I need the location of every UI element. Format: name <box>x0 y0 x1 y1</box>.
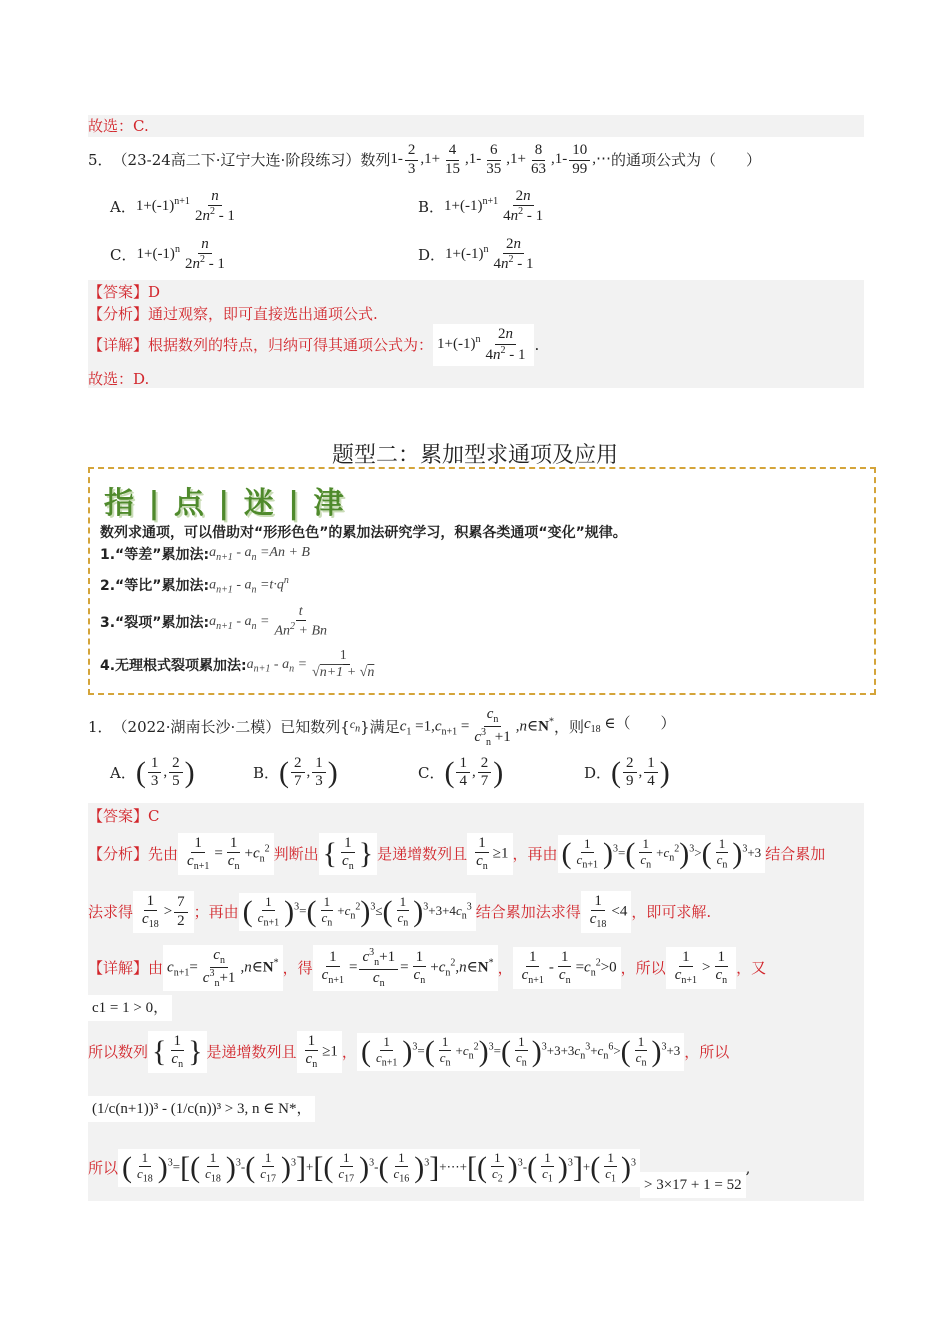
q1-detail-line3: 所以数列 { $\frac{1}{c_n}$ } 是递增数列且 $\frac{1}{c_n}$ ≥1 ， ( $\frac{1}{c_{n+1}}$ )$^3$=( $\frac{1}{c_n}$ $+c_n^2)^3=$( $\frac{1}{c_n}$ )$^3+3+3c_n^3+c_n^6>$( $\frac{1}{c_n}$ )$^3$+3 ，所以 <box>88 1024 864 1080</box>
q1-analysis-line1: 【分析】先由 $\frac{1}{c_{n+1}}$ = $\frac{1}{c_n}$ $+c_n^2$ 判断出 { $\frac{1}{c_n}$ } 是递增数列且 $\frac{1}{c_n}$ ≥1 ，再由 ( $\frac{1}{c_{n+1}}$ )$^3$=( $\frac{1}{c_n}$ $+c_n^2)^3>$( $\frac{1}{c_n}$ )$^3$+3 结合累加 <box>88 826 864 882</box>
method-3-formula: $a_{n+1} - a_n$ = $\frac{t}{An^2 + Bn}$ <box>209 604 327 639</box>
q1-analysis-line2: 法求得 $\frac{1}{c_{18}}$ > $\frac{7}{2}$ ；再由 ( $\frac{1}{c_{n+1}}$ )$^3$=( $\frac{1}{c_n}$ $+c_n^2)^3\le$( $\frac{1}{c_n}$ )$^3+3+4c_n^3$ 结合累加法求得 $\frac{1}{c_{18}}$ <4 ，即可求解. <box>88 884 864 940</box>
q1-detail-line4: (1/c(n+1))³ - (1/c(n))³ > 3, n ∈ N*， <box>88 1082 864 1136</box>
q1-option-d[interactable]: D． ( $\frac{2}{9}$ , $\frac{1}{4}$ ) <box>584 755 670 790</box>
q1-stem: 1． （2022·湖南长沙·二模）已知数列{ $c_n$ }满足 $c_1 =1,c_{n+1}$ = $\frac{c_n}{c^3_n +1}$ ,n∈N* ，则 $c_{18}$ ∈（ ） <box>88 706 676 748</box>
q5-source: （23-24高二下·辽宁大连·阶段练习）数列 <box>112 151 391 169</box>
q5-conclusion: 故选：D. <box>88 370 150 388</box>
q5-detail: 【详解】根据数列的特点，归纳可得其通项公式为： $1+(-1)^n$ $\frac{2n}{4n^2 - 1}$ . <box>88 325 864 365</box>
q1-condition: $c_1 =1,c_{n+1}$ = $\frac{c_n}{c^3_n +1}$ ,n∈N* <box>399 706 554 748</box>
method-1: 1.“等差”累加法: $a_{n+1} - a_n =An + B$ <box>100 545 310 563</box>
q5-option-a[interactable]: A． $1+(-1)^{n+1}$ $\frac{n}{2n^2 - 1}$ <box>110 188 240 226</box>
q5-sequence: 1- $\frac{2}{3}$ ,1+ $\frac{4}{15}$ ,1- $\frac{6}{35}$ ,1+ $\frac{8}{63}$ ,1- $\frac{10}{99}$ ,⋯ <box>390 142 612 177</box>
q5-option-c-formula: $1+(-1)^n$ $\frac{n}{2n^2 - 1}$ <box>136 236 225 273</box>
q5-option-c[interactable]: C． $1+(-1)^n$ $\frac{n}{2n^2 - 1}$ <box>110 236 230 274</box>
tip-intro: 数列求通项，可以借助对“形形色色”的累加法研究学习，积累各类通项“变化”规律。 <box>100 525 627 541</box>
q5-stem <box>88 138 864 182</box>
tip-banner: 指 | 点 | 迷 | 津 <box>104 486 346 521</box>
q5-analysis: 【分析】通过观察，即可直接选出通项公式. <box>88 305 378 323</box>
q1-detail-line1: 【详解】由 $c_{n+1}=$ $\frac{c_n}{c^3_n+1}$ ,n∈N* ，得 $\frac{1}{c_{n+1}}$ = $\frac{c^3_n+1}{c_n}$ = $\frac{1}{c_n}$ $+c_n^2,n\in N^*$ ， $\frac{1}{c_{n+1}}$ - $\frac{1}{c_n}$ $=c_n^2>0$ ，所以 $\frac{1}{c_{n+1}}$ > $\frac{1}{c_n}$ ，又 <box>88 942 864 994</box>
q1-option-a[interactable]: A． ( $\frac{1}{3}$ , $\frac{2}{5}$ ) <box>110 755 195 790</box>
prev-conclusion: 故选：C. <box>88 115 864 137</box>
q5-option-a-formula: $1+(-1)^{n+1}$ $\frac{n}{2n^2 - 1}$ <box>135 188 235 225</box>
method-3: 3.“裂项”累加法: $a_{n+1} - a_n$ = $\frac{t}{An^2 + Bn}$ <box>100 604 332 640</box>
q1-option-c[interactable]: C． ( $\frac{1}{4}$ , $\frac{2}{7}$ ) <box>418 755 504 790</box>
q5-option-b[interactable]: B． $1+(-1)^{n+1}$ $\frac{2n}{4n^2 - 1}$ <box>418 188 548 226</box>
q5-detail-formula: $1+(-1)^n$ $\frac{2n}{4n^2 - 1}$ <box>433 324 534 366</box>
q1-detail-line2: c1 = 1 > 0， <box>88 995 864 1021</box>
q5-stem-tail: 的通项公式为（ ） <box>611 151 762 169</box>
q5-option-d-formula: $1+(-1)^n$ $\frac{2n}{4n^2 - 1}$ <box>445 236 534 273</box>
q1-answer: 【答案】C <box>88 807 160 825</box>
method-2-formula: $a_{n+1} - a_n =t\cdot q^n$ <box>209 575 289 596</box>
section-title: 题型二：累加型求通项及应用 <box>331 443 618 468</box>
method-4-formula: $a_{n+1} - a_n$ = $\frac{1}{√n+1 + √n}$ <box>246 648 375 681</box>
method-4: 4.无理根式裂项累加法: $a_{n+1} - a_n$ = $\frac{1}{√n+1 + √n}$ <box>100 648 379 681</box>
q1-detail-line5: 所以 ( $\frac{1}{c_{18}}$ )$^3$=[( $\frac{1}{c_{18}}$ )$^3$-( $\frac{1}{c_{17}}$ )$^3$]+[( $\frac{1}{c_{17}}$ )$^3$-( $\frac{1}{c_{16}}$ )$^3$]+⋯+[( $\frac{1}{c_2}$ )$^3$-( $\frac{1}{c_1}$ )$^3$]+( $\frac{1}{c_1}$ )$^3$ > 3×17 + 1 = 52 , <box>88 1138 864 1198</box>
q5-option-b-formula: $1+(-1)^{n+1}$ $\frac{2n}{4n^2 - 1}$ <box>444 188 544 225</box>
q5-option-d[interactable]: D． $1+(-1)^n$ $\frac{2n}{4n^2 - 1}$ <box>418 236 538 274</box>
method-1-formula: $a_{n+1} - a_n =An + B$ <box>209 545 310 563</box>
q5-number: 5． <box>88 151 113 169</box>
q1-target: $c_{18}$ ∈（ ） <box>583 716 676 735</box>
method-2: 2.“等比”累加法: $a_{n+1} - a_n =t\cdot q^n$ <box>100 575 289 596</box>
q5-answer: 【答案】D <box>88 283 161 301</box>
q1-option-b[interactable]: B． ( $\frac{2}{7}$ , $\frac{1}{3}$ ) <box>253 755 338 790</box>
